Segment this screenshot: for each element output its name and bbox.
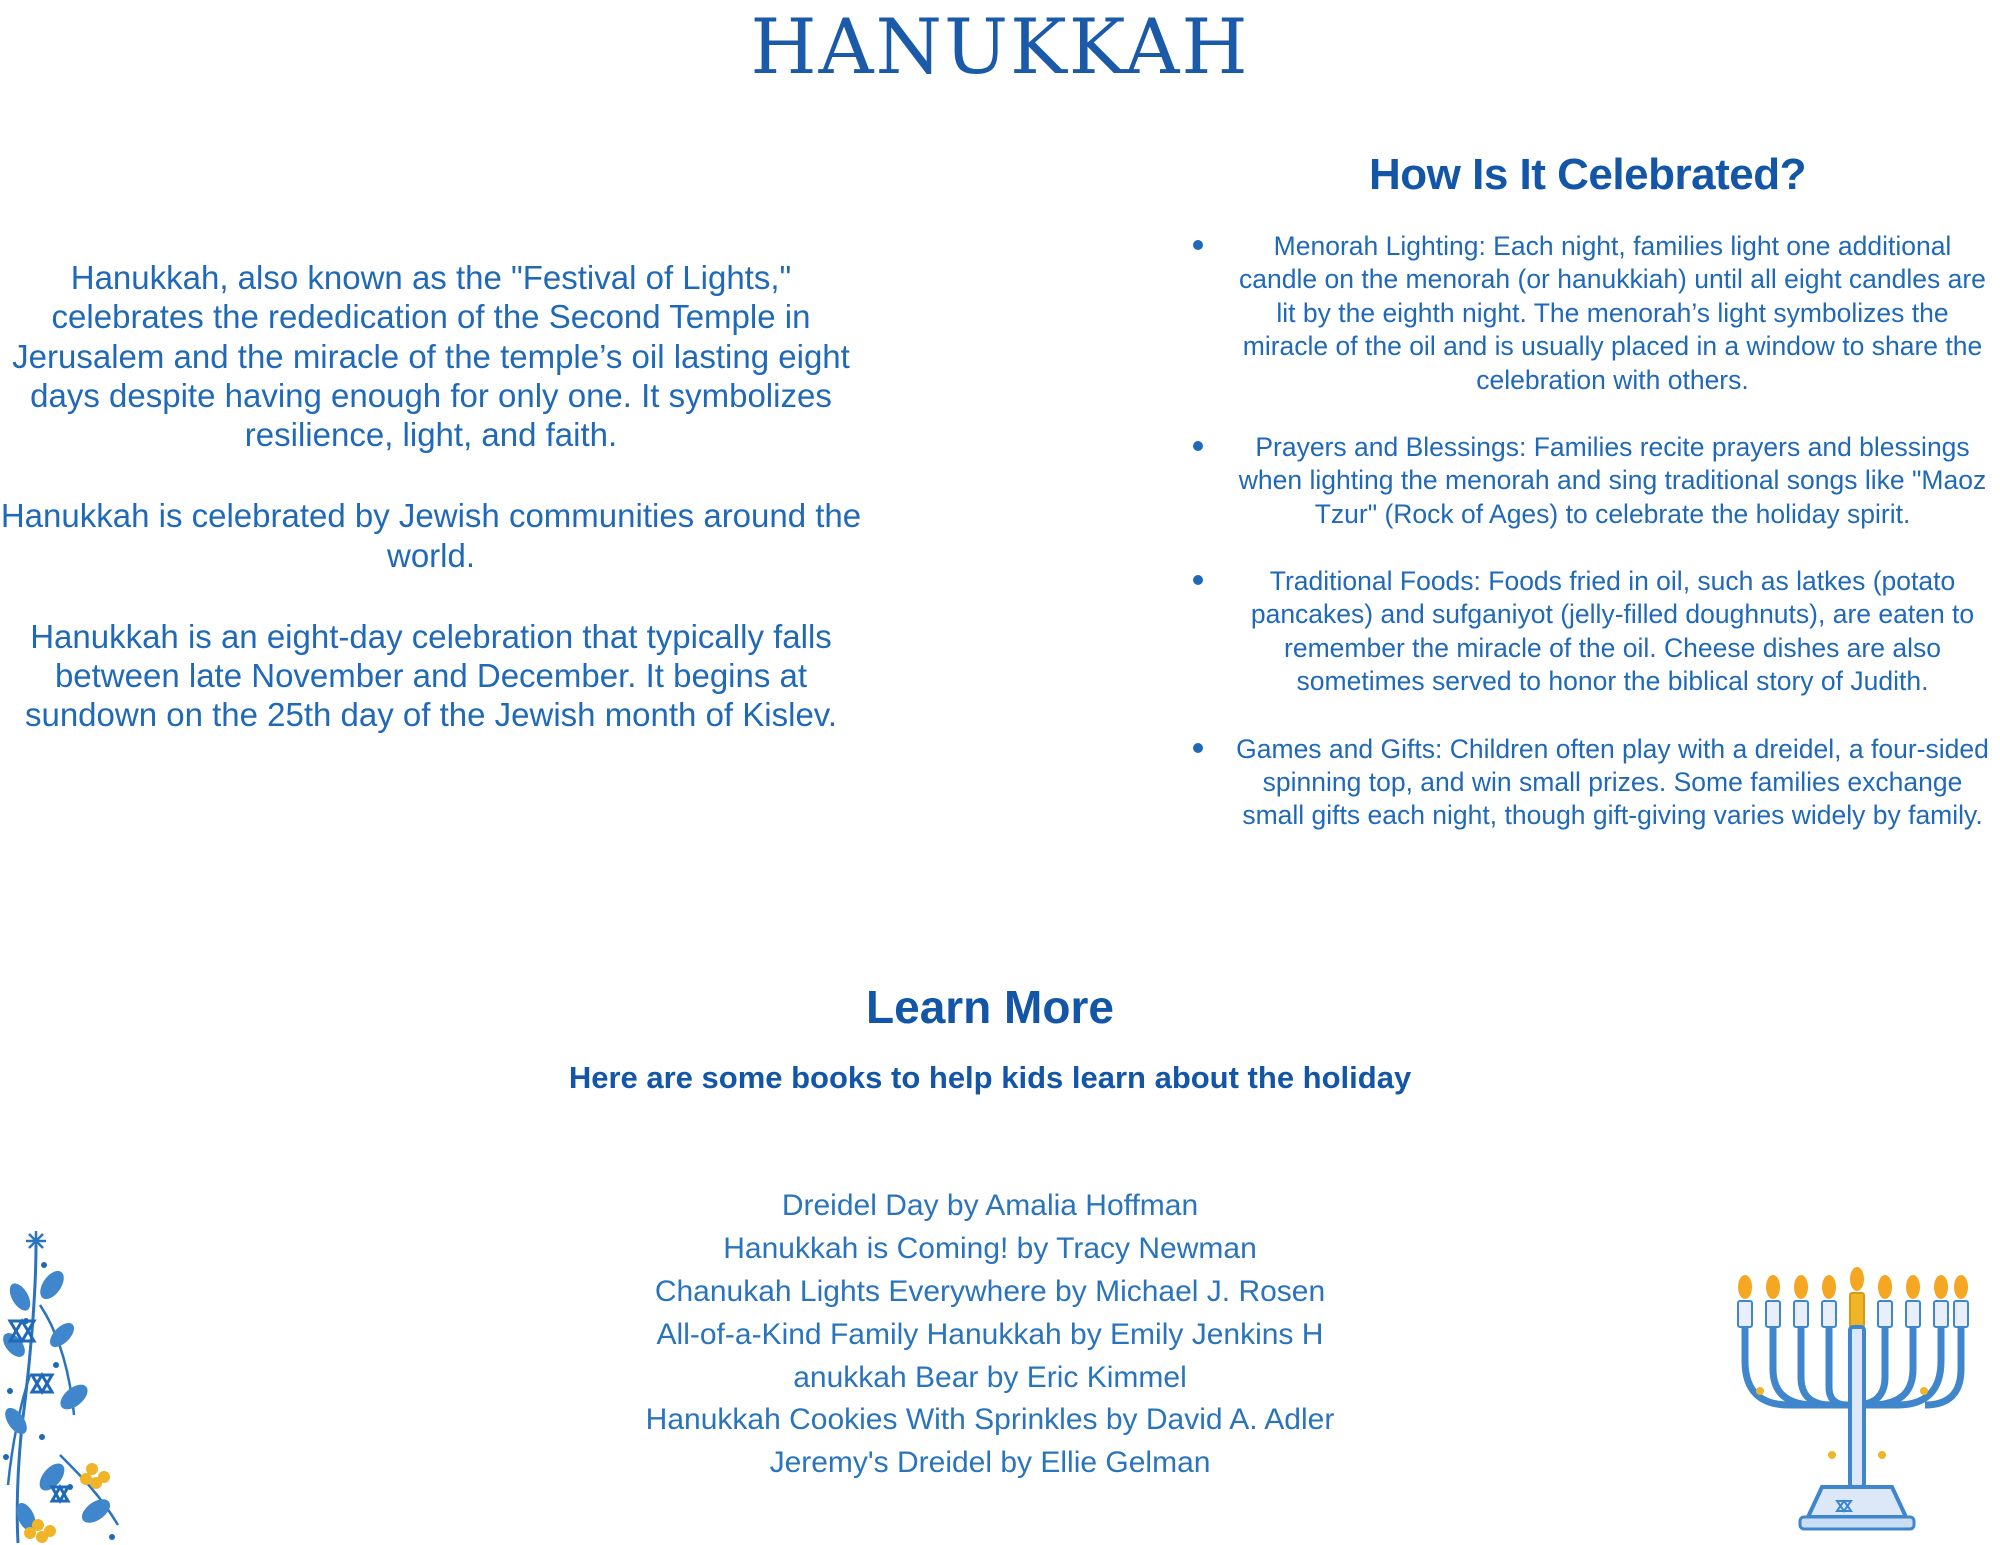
list-item-text: Menorah Lighting: Each night, families light one additional candle on the menorah (or hanukkiah) until all eight candles are lit by the eighth night. The menorah’s light symbolizes the miracle of the oil and is usually placed in a window to share the celebration with others. — [1239, 231, 1986, 395]
page-title: HANUKKAH — [750, 2, 1250, 91]
list-item: anukkah Bear by Eric Kimmel — [793, 1360, 1187, 1394]
bullet-dot-icon — [1193, 240, 1203, 250]
book-list — [540, 1185, 1440, 1485]
intro-paragraph-3: Hanukkah is an eight-day celebration that typically falls between late November and December. It begins at sundown on the 25th day of the Jewish month of Kislev. — [24, 617, 838, 734]
list-item: All-of-a-Kind Family Hanukkah by Emily Jenkins H — [656, 1317, 1324, 1351]
intro-text-block — [0, 258, 862, 735]
intro-paragraph-1: Hanukkah, also known as the "Festival of Lights," celebrates the rededication of the Second Temple in Jerusalem and the miracle of the temple’s oil lasting eight days despite having enough for only one. It symbolizes resilience, light, and faith. — [12, 259, 850, 454]
list-item: Dreidel Day by Amalia Hoffman — [781, 1189, 1199, 1222]
bullet-dot-icon — [1193, 743, 1203, 753]
list-item — [1175, 230, 1994, 397]
list-item-text: Games and Gifts: Children often play with a dreidel, a four-sided spinning top, and win small prizes. Some families exchange small gifts each night, though gift-giving varies widely by family. — [1236, 733, 1989, 831]
list-item-text: Prayers and Blessings: Families recite prayers and blessings when lighting the menorah and sing traditional songs like "Maoz Tzur" (Rock of Ages) to celebrate the holiday spirit. — [1238, 431, 1987, 529]
menorah-with-nine-lit-candles-icon — [1720, 1265, 1970, 1535]
celebration-bullet-list — [1175, 230, 2000, 833]
star-of-david-floral-ornament-icon — [0, 1225, 230, 1545]
list-item-text: Traditional Foods: Foods fried in oil, such as latkes (potato pancakes) and sufganiyot (jelly-filled doughnuts), are eaten to remember the miracle of the oil. Cheese dishes are also sometimes served to honor the biblical story of Judith. — [1250, 566, 1975, 697]
celebration-section — [1175, 150, 2000, 867]
list-item — [1175, 733, 1994, 833]
list-item: Hanukkah is Coming! by Tracy Newman — [723, 1231, 1257, 1265]
section-heading-learn-more: Learn More — [866, 981, 1114, 1033]
list-item: Chanukah Lights Everywhere by Michael J. Rosen — [654, 1274, 1326, 1308]
list-item: Jeremy's Dreidel by Ellie Gelman — [769, 1446, 1211, 1480]
learn-more-subheading: Here are some books to help kids learn about the holiday — [568, 1060, 1412, 1095]
intro-paragraph-2: Hanukkah is celebrated by Jewish communities around the world. — [0, 497, 862, 574]
list-item — [1175, 565, 1994, 699]
list-item: Hanukkah Cookies With Sprinkles by David A. Adler — [645, 1403, 1335, 1437]
bullet-dot-icon — [1193, 575, 1203, 585]
section-heading-how-celebrated: How Is It Celebrated? — [1369, 150, 1806, 199]
bullet-dot-icon — [1193, 441, 1203, 451]
list-item — [1175, 431, 1994, 531]
